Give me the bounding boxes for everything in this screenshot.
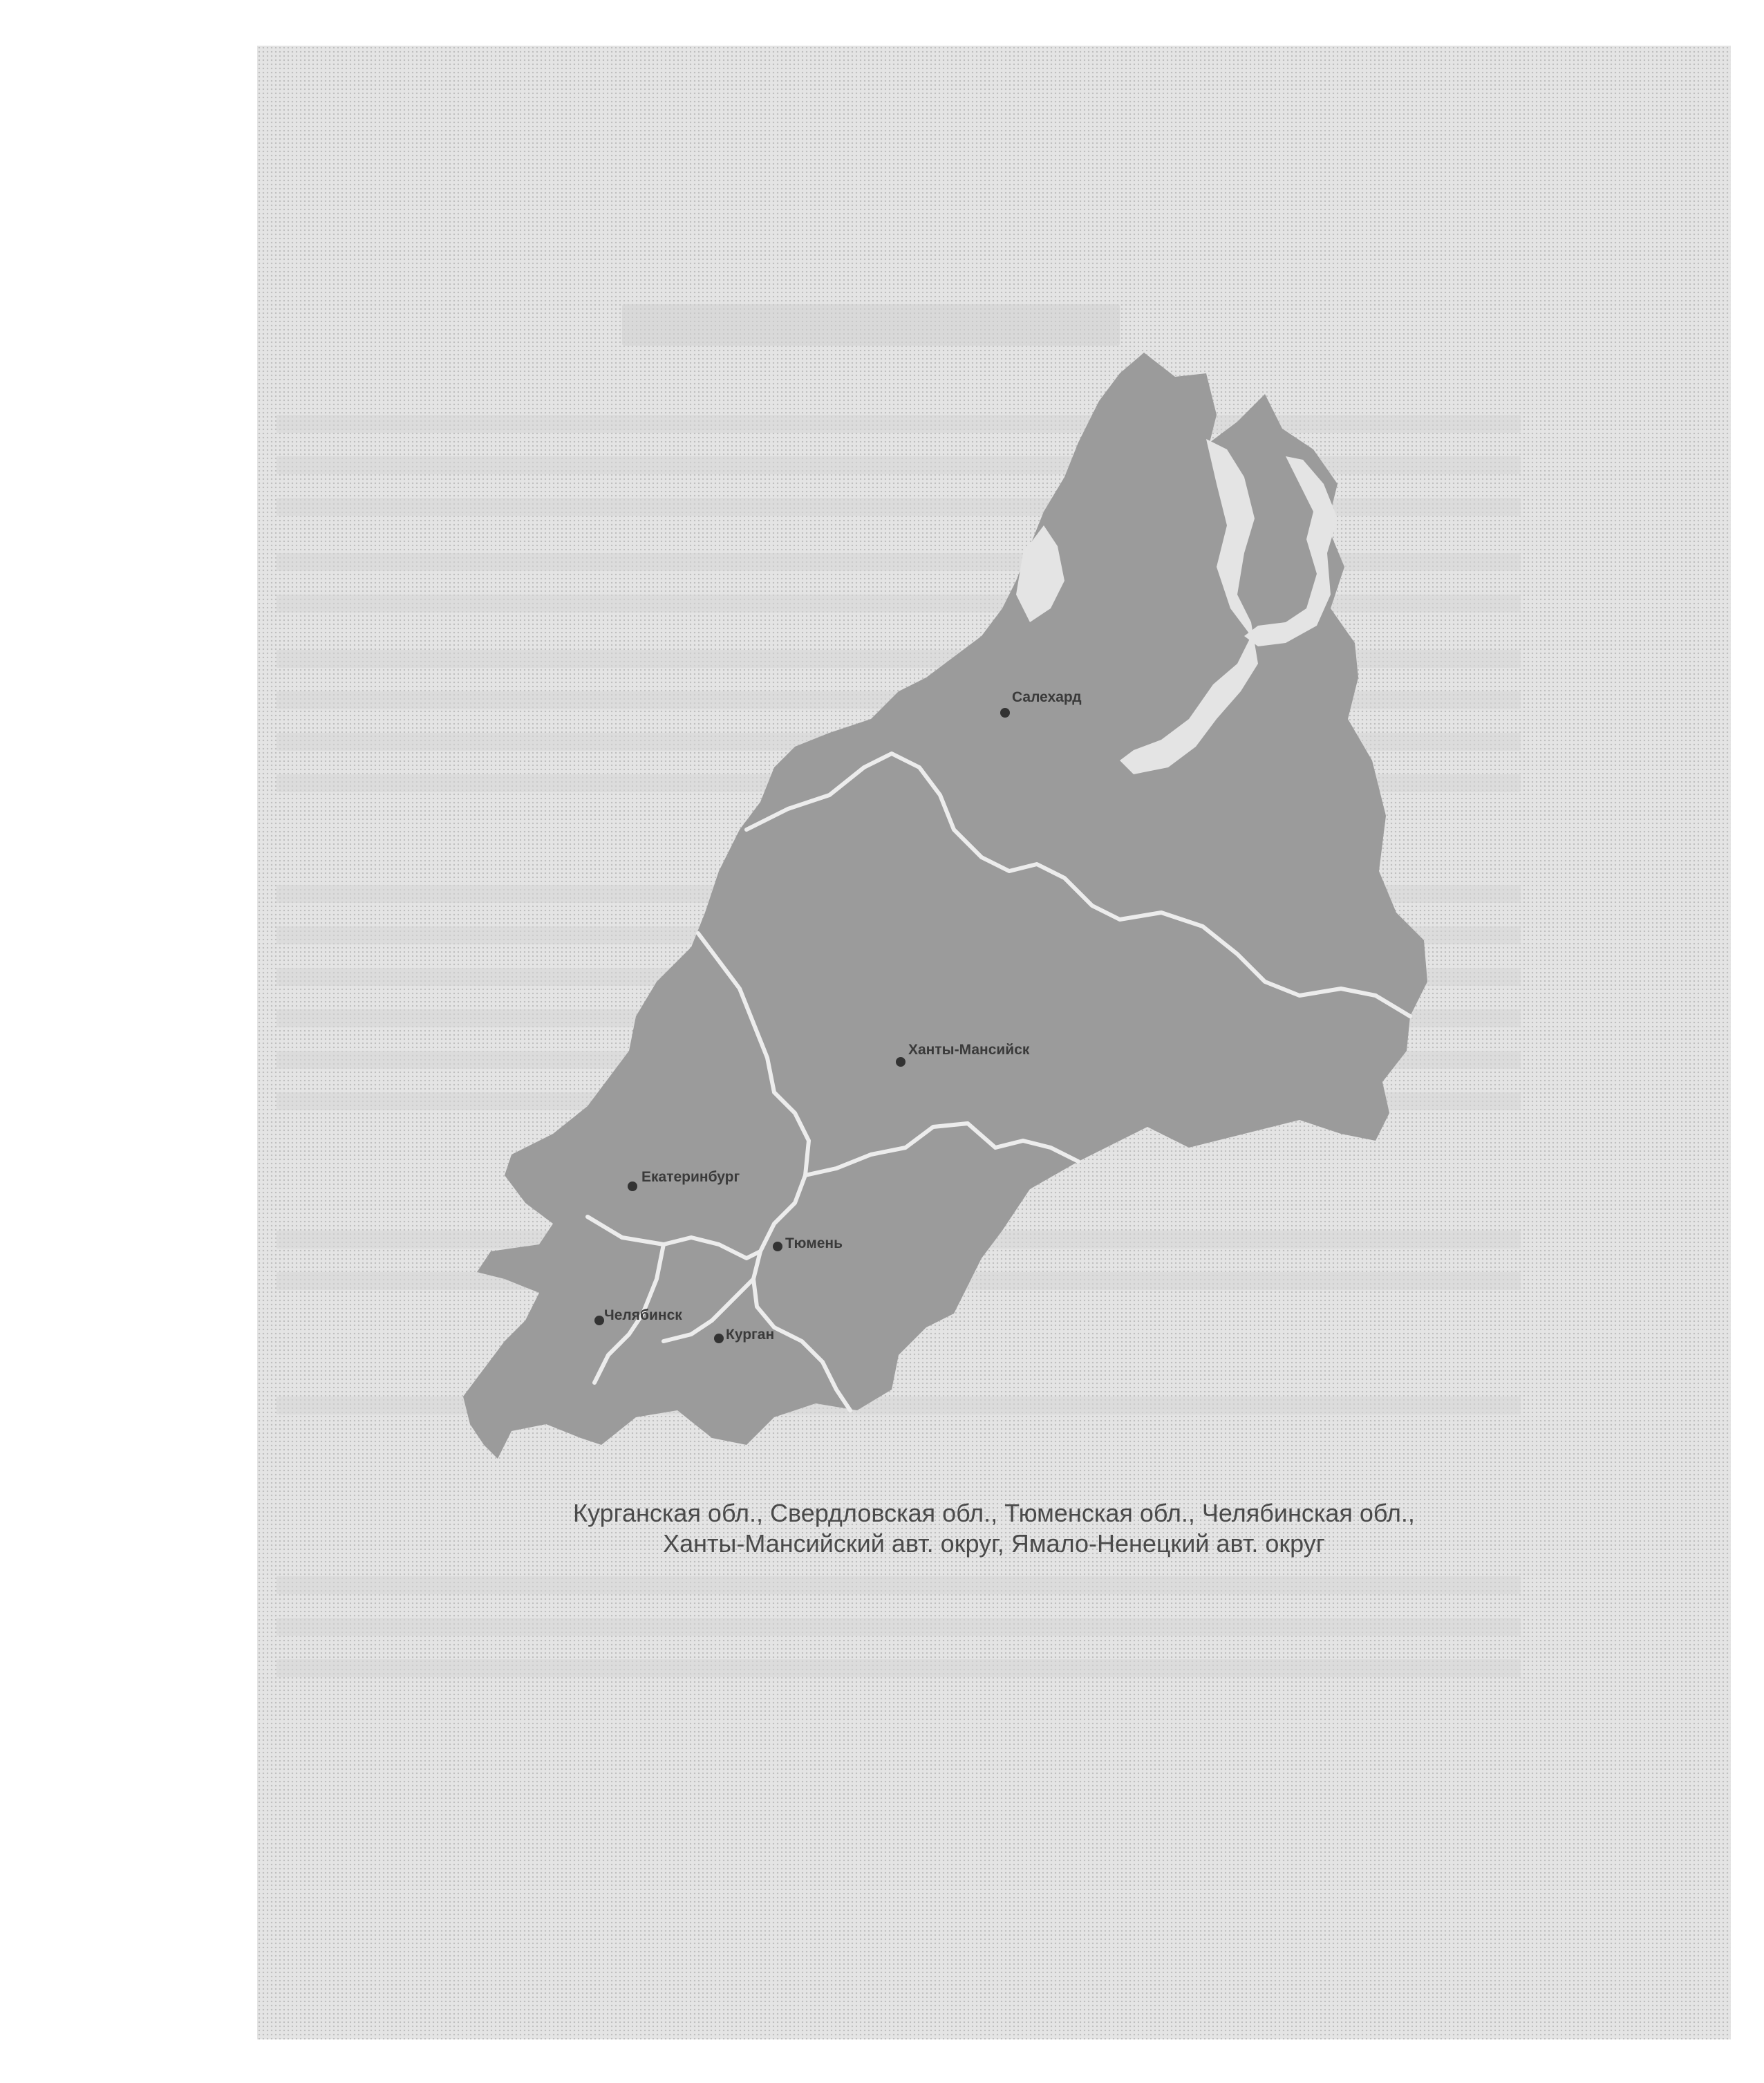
city-label-tyumen: Тюмень — [785, 1235, 843, 1251]
city-label-chelyabinsk: Челябинск — [604, 1307, 682, 1323]
city-label-yekaterinburg: Екатеринбург — [641, 1169, 740, 1185]
city-label-salekhard: Салехард — [1012, 689, 1082, 705]
region-landmass — [463, 353, 1427, 1459]
map-caption-line-1: Курганская обл., Свердловская обл., Тюменская обл., Челябинская обл., — [573, 1499, 1415, 1527]
city-label-kurgan: Курган — [726, 1327, 775, 1343]
city-dot-kurgan — [714, 1334, 724, 1343]
city-dot-yekaterinburg — [628, 1181, 637, 1191]
city-dot-khanty-mansiysk — [896, 1057, 906, 1067]
city-label-khanty-mansiysk: Ханты-Мансийск — [908, 1042, 1030, 1058]
city-dot-tyumen — [773, 1242, 782, 1251]
city-dot-salekhard — [1000, 708, 1010, 718]
map-caption-line-2: Ханты-Мансийский авт. округ, Ямало-Ненецкий авт. округ — [663, 1529, 1325, 1558]
city-dot-chelyabinsk — [594, 1316, 604, 1325]
